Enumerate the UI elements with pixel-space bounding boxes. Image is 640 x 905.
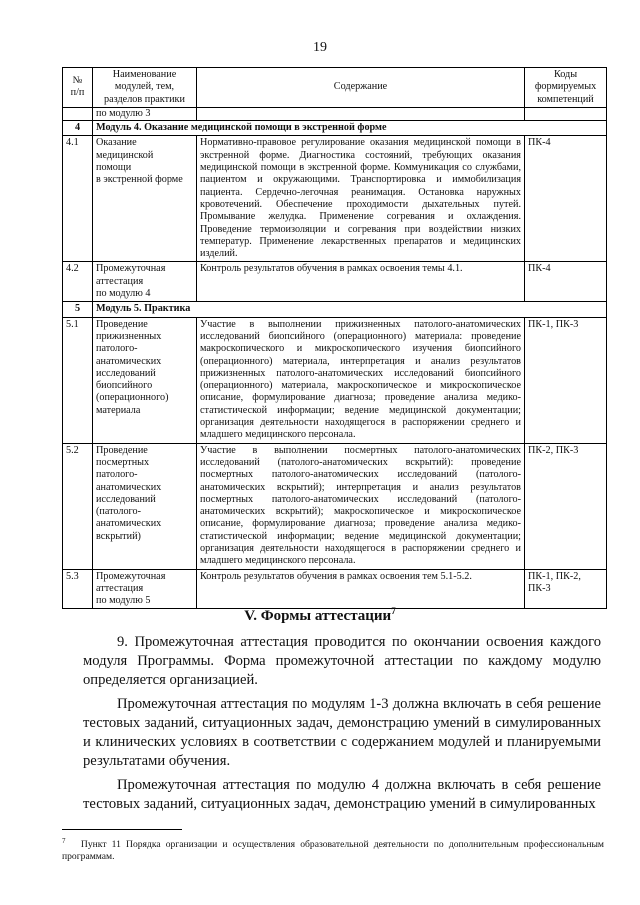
continuation-name: по модулю 3	[93, 107, 197, 120]
footnote-separator	[62, 829, 182, 830]
header-content: Содержание	[197, 68, 525, 108]
row-number: 5.2	[63, 443, 93, 569]
paragraph-1: 9. Промежуточная аттестация проводится по окончании освоения каждого модуля Программы. Форма промежуточной аттестации по каждому модулю определяется организацией.	[83, 634, 601, 688]
table-row	[63, 136, 607, 262]
row-name: Промежуточная аттестация по модулю 5	[93, 569, 197, 609]
table-header-row	[63, 68, 607, 108]
row-codes: ПК-1, ПК-3	[525, 317, 607, 443]
continuation-codes-cell	[525, 107, 607, 120]
row-content: Нормативно-правовое регулирование оказания медицинской помощи в экстренной форме. Диагностика состояний, требующих оказания медицинской помощи в экстренной форме. Коммуникация со службами, пациентом и окружающими. Транспортировка и иммобилизация пациента. Сердечно-легочная реанимация. Остановка наружных кровотечений. Обеспечение проходимости дыхательных путей. Промывание желудка. Применение согревания и охлаждения. Проведение термоизоляции и согревания при воздействии низких температур. Применение лекарственных препаратов и медицинских изделий.	[197, 136, 525, 262]
row-name: Оказание медицинской помощи в экстренной форме	[93, 136, 197, 262]
row-codes: ПК-1, ПК-2, ПК-3	[525, 569, 607, 609]
table-row	[63, 569, 607, 609]
row-codes: ПК-4	[525, 262, 607, 302]
row-number: 4.2	[63, 262, 93, 302]
table-row	[63, 317, 607, 443]
header-name: Наименование модулей, тем, разделов практики	[93, 68, 197, 108]
row-name: Проведение прижизненных патолого- анатомических исследований биопсийного (операционного) материала	[93, 317, 197, 443]
header-codes: Коды формируемых компетенций	[525, 68, 607, 108]
table-row	[63, 443, 607, 569]
row-number: 5.1	[63, 317, 93, 443]
section-title: V. Формы аттестации$^7$	[244, 606, 396, 624]
module-row	[63, 121, 607, 136]
footnote-ref: 7	[391, 606, 396, 616]
page-number: 19	[313, 40, 327, 55]
program-table	[62, 67, 607, 609]
row-content: Контроль результатов обучения в рамках освоения темы 4.1.	[197, 262, 525, 302]
table-row	[63, 262, 607, 302]
row-content: Контроль результатов обучения в рамках освоения тем 5.1-5.2.	[197, 569, 525, 609]
continuation-content-cell	[197, 107, 525, 120]
row-name: Промежуточная аттестация по модулю 4	[93, 262, 197, 302]
row-content: Участие в выполнении посмертных патолого-анатомических исследований (патолого-анатомических вскрытий): проведение посмертных патолого-анатомических исследований (патолого-анатомических вскрытий); интерпретация и анализ результатов посмертных патолого-анатомических исследований (патолого-анатомических вскрытий); макроскопическое и микроскопическое описание, формулирование диагноза; проведение анализа медико-статистической информации; ведение медицинской документации; организация деятельности находящегося в распоряжении среднего и младшего медицинского персонала.	[197, 443, 525, 569]
footnote-text: Пункт 11 Порядка организации и осуществления образовательной деятельности по дополнительным профессиональным программам.	[62, 839, 604, 863]
header-num: № п/п	[63, 68, 93, 108]
footnote-marker: 7	[62, 837, 66, 845]
row-codes: ПК-4	[525, 136, 607, 262]
module-row	[63, 302, 607, 317]
continuation-row	[63, 107, 607, 120]
row-number: 5.3	[63, 569, 93, 609]
continuation-num-cell	[63, 107, 93, 120]
module-number: 4	[63, 121, 93, 136]
module-title: Модуль 4. Оказание медицинской помощи в экстренной форме	[93, 121, 607, 136]
footnote	[62, 835, 604, 863]
row-number: 4.1	[63, 136, 93, 262]
row-codes: ПК-2, ПК-3	[525, 443, 607, 569]
module-title: Модуль 5. Практика	[93, 302, 607, 317]
paragraph-2: Промежуточная аттестация по модулям 1-3 должна включать в себя решение тестовых заданий, ситуационных задач, демонстрацию умений в симулированных и клинических условиях в соответствии с содержанием модулей и планируемыми результатами обучения.	[83, 696, 601, 769]
module-number: 5	[63, 302, 93, 317]
paragraph-3: Промежуточная аттестация по модулю 4 должна включать в себя решение тестовых заданий, ситуационных задач, демонстрацию умений в симулированных	[83, 777, 601, 812]
row-content: Участие в выполнении прижизненных патолого-анатомических исследований биопсийного (операционного) материала: проведение макроскопического и микроскопического изучения биопсийного (операционного) материала, интерпретация и анализ результатов прижизненных патолого-анатомических исследований биопсийного (операционного) материала, макроскопическое и микроскопическое описание, формулирование диагноза; проведение анализа медико-статистической информации; ведение медицинской документации; организация деятельности находящегося в распоряжении среднего и младшего медицинского персонала.	[197, 317, 525, 443]
row-name: Проведение посмертных патолого- анатомических исследований (патолого- анатомических вскрытий)	[93, 443, 197, 569]
